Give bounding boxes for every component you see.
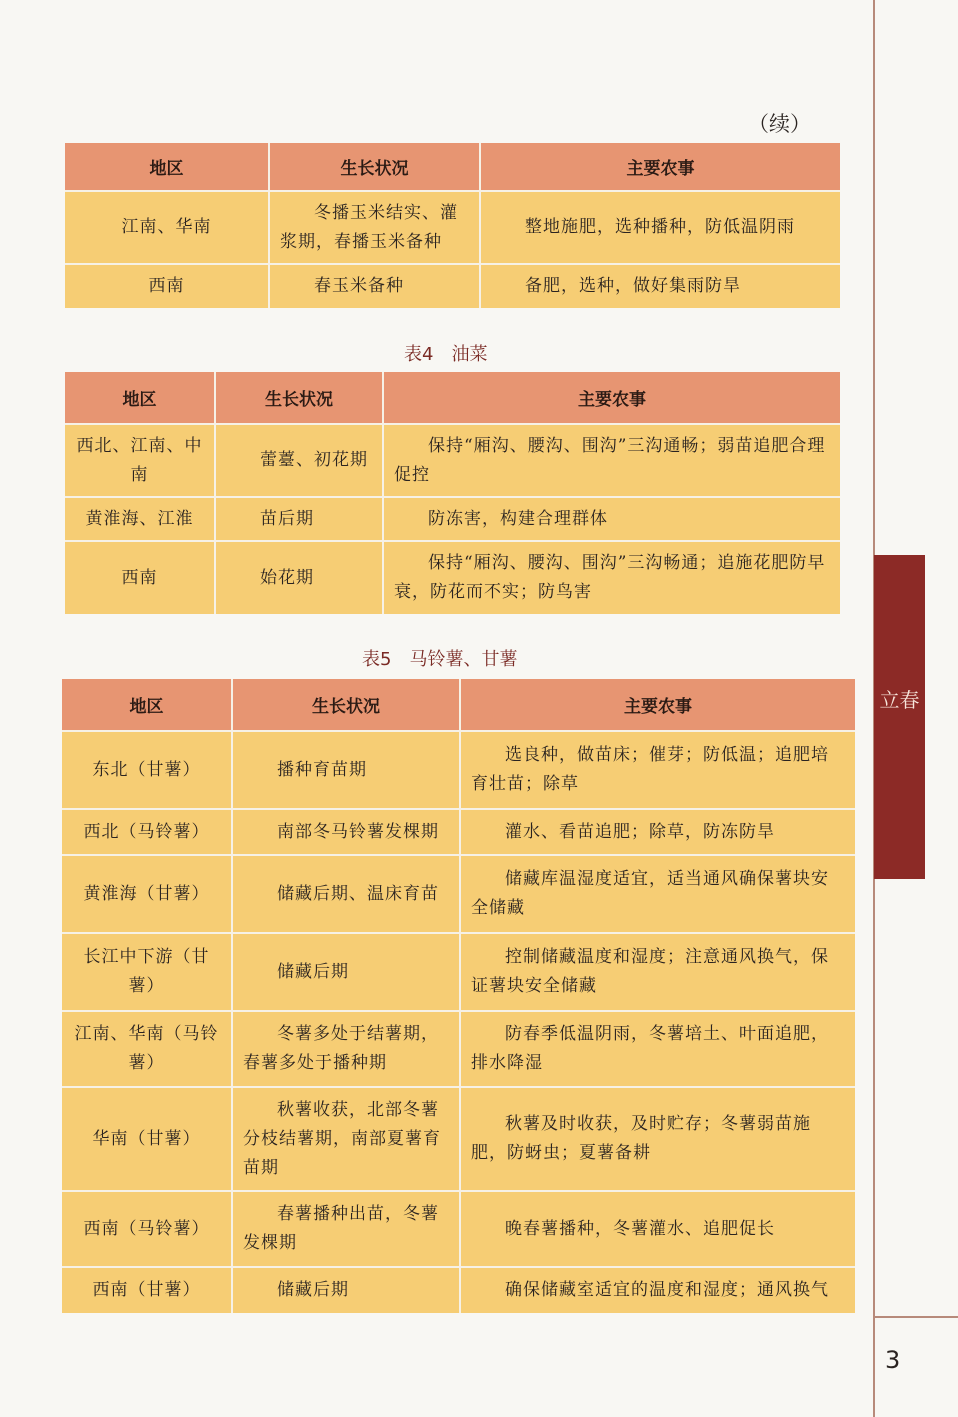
table-potato (62, 679, 855, 1313)
header-region: 地区 (65, 143, 269, 191)
table-row (62, 933, 855, 1011)
cell-work: 选良种，做苗床；催芽；防低温；追肥培育壮苗；除草 (460, 731, 855, 809)
cell-growth: 冬播玉米结实、灌浆期，春播玉米备种 (269, 191, 480, 264)
table-row (65, 264, 840, 308)
cell-region: 西南（甘薯） (62, 1267, 232, 1313)
table-row (62, 809, 855, 855)
cell-work: 保持“厢沟、腰沟、围沟”三沟通畅；弱苗追肥合理促控 (383, 424, 840, 497)
cell-growth: 储藏后期 (232, 1267, 460, 1313)
table-row (65, 424, 840, 497)
cell-growth: 秋薯收获，北部冬薯分枝结薯期，南部夏薯育苗期 (232, 1087, 460, 1191)
table-row (65, 497, 840, 541)
cell-region: 江南、华南（马铃薯） (62, 1011, 232, 1087)
table-header-row (65, 372, 840, 424)
table-row (62, 855, 855, 933)
cell-region: 长江中下游（甘薯） (62, 933, 232, 1011)
table-caption: 表4 油菜 (404, 344, 488, 365)
table-row (62, 1087, 855, 1191)
cell-growth: 南部冬马铃薯发棵期 (232, 809, 460, 855)
cell-growth: 始花期 (215, 541, 383, 614)
cell-region: 西南（马铃薯） (62, 1191, 232, 1267)
table-corn (65, 143, 840, 308)
cell-work: 防冻害，构建合理群体 (383, 497, 840, 541)
footer-line (873, 1316, 958, 1318)
cell-region: 东北（甘薯） (62, 731, 232, 809)
cell-work: 储藏库温湿度适宜，适当通风确保薯块安全储藏 (460, 855, 855, 933)
cell-region: 西南 (65, 541, 215, 614)
page-number: 3 (885, 1346, 901, 1374)
header-region: 地区 (62, 679, 232, 731)
cell-work: 防春季低温阴雨，冬薯培土、叶面追肥，排水降湿 (460, 1011, 855, 1087)
cell-region: 西南 (65, 264, 269, 308)
cell-work: 秋薯及时收获，及时贮存；冬薯弱苗施肥，防蚜虫；夏薯备耕 (460, 1087, 855, 1191)
table-caption: 表5 马铃薯、甘薯 (362, 649, 518, 670)
cell-region: 华南（甘薯） (62, 1087, 232, 1191)
cell-growth: 储藏后期、温床育苗 (232, 855, 460, 933)
cell-growth: 播种育苗期 (232, 731, 460, 809)
header-region: 地区 (65, 372, 215, 424)
cell-work: 备肥，选种，做好集雨防旱 (480, 264, 840, 308)
cell-work: 确保储藏室适宜的温度和湿度；通风换气 (460, 1267, 855, 1313)
cell-work: 晚春薯播种，冬薯灌水、追肥促长 (460, 1191, 855, 1267)
cell-work: 保持“厢沟、腰沟、围沟”三沟畅通；追施花肥防早衰，防花而不实；防鸟害 (383, 541, 840, 614)
header-work: 主要农事 (480, 143, 840, 191)
header-growth: 生长状况 (232, 679, 460, 731)
cell-growth: 苗后期 (215, 497, 383, 541)
table-row (65, 541, 840, 614)
table-row (62, 1191, 855, 1267)
table-rapeseed (65, 372, 840, 614)
cell-growth: 蕾薹、初花期 (215, 424, 383, 497)
cell-work: 整地施肥，选种播种，防低温阴雨 (480, 191, 840, 264)
cell-work: 灌水、看苗追肥；除草，防冻防旱 (460, 809, 855, 855)
cell-growth: 春玉米备种 (269, 264, 480, 308)
header-work: 主要农事 (460, 679, 855, 731)
cell-region: 黄淮海（甘薯） (62, 855, 232, 933)
cell-region: 西北（马铃薯） (62, 809, 232, 855)
cell-growth: 冬薯多处于结薯期，春薯多处于播种期 (232, 1011, 460, 1087)
cell-region: 西北、江南、中南 (65, 424, 215, 497)
cell-region: 江南、华南 (65, 191, 269, 264)
cell-growth: 春薯播种出苗，冬薯发棵期 (232, 1191, 460, 1267)
table-header-row (62, 679, 855, 731)
table-row (62, 1011, 855, 1087)
header-work: 主要农事 (383, 372, 840, 424)
cell-growth: 储藏后期 (232, 933, 460, 1011)
header-growth: 生长状况 (215, 372, 383, 424)
continued-label: （续） (748, 112, 811, 136)
table-row (62, 1267, 855, 1313)
table-header-row (65, 143, 840, 191)
cell-region: 黄淮海、江淮 (65, 497, 215, 541)
header-growth: 生长状况 (269, 143, 480, 191)
side-tab-label: 立春 (879, 688, 920, 712)
cell-work: 控制储藏温度和湿度；注意通风换气，保证薯块安全储藏 (460, 933, 855, 1011)
table-row (62, 731, 855, 809)
table-row (65, 191, 840, 264)
side-tab (874, 555, 925, 879)
